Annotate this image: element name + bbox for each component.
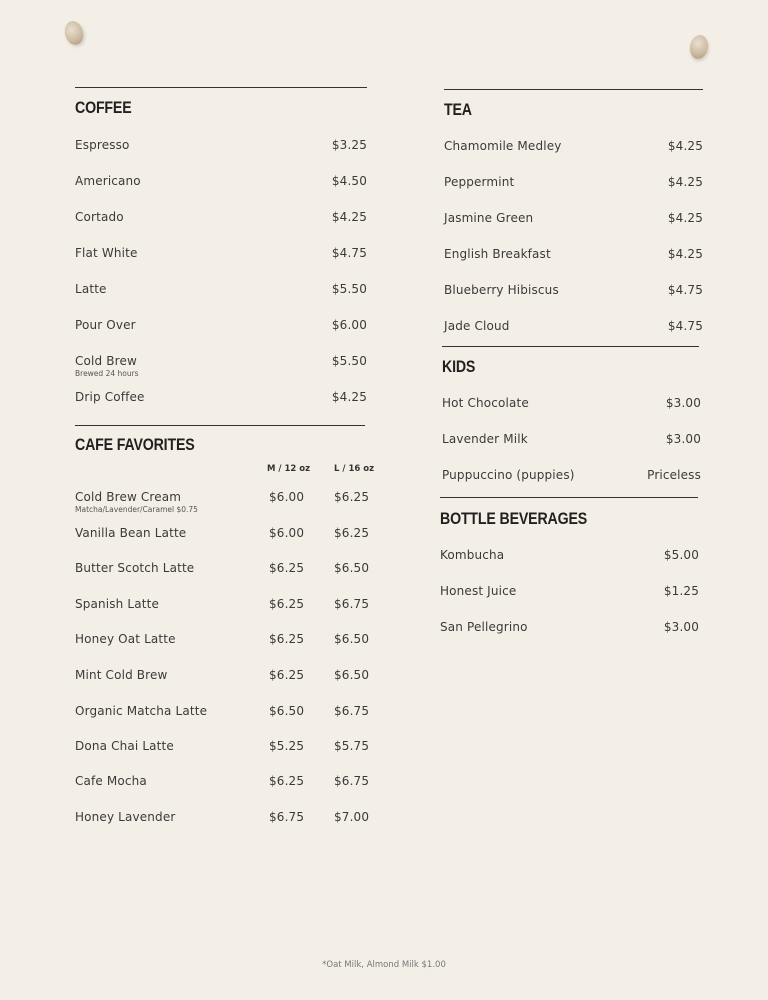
kids-heading: KIDS <box>442 358 476 376</box>
item-price: $4.50 <box>331 174 367 188</box>
item-price-large: $6.75 <box>334 774 370 788</box>
item-price-large: $6.50 <box>334 561 370 575</box>
item-name: Spanish Latte <box>75 597 159 611</box>
item-name: Mint Cold Brew <box>75 668 168 682</box>
size-medium-header: M / 12 oz <box>267 464 311 474</box>
tea-section <box>444 89 703 339</box>
item-price-large: $5.75 <box>334 739 370 753</box>
menu-item <box>444 211 703 231</box>
menu-item <box>75 246 367 266</box>
item-price-large: $6.25 <box>334 526 370 540</box>
item-price: $3.25 <box>331 138 367 152</box>
item-price-medium: $6.25 <box>269 774 305 788</box>
item-price: $5.50 <box>331 282 367 296</box>
cafe-favorites-section <box>75 425 375 835</box>
menu-item <box>75 810 370 830</box>
item-name: Jade Cloud <box>444 319 510 333</box>
item-price: $4.75 <box>667 319 703 333</box>
item-name: Espresso <box>75 138 130 152</box>
size-large-header: L / 16 oz <box>334 464 375 474</box>
bottle-beverages-heading: BOTTLE BEVERAGES <box>440 510 588 528</box>
menu-item <box>75 774 370 794</box>
menu-item <box>444 175 703 195</box>
menu-item <box>442 432 701 452</box>
item-name: Puppuccino (puppies) <box>442 468 575 482</box>
item-price-large: $6.75 <box>334 597 370 611</box>
item-name: Butter Scotch Latte <box>75 561 195 575</box>
item-price: $4.25 <box>331 390 367 404</box>
menu-item <box>444 139 703 159</box>
menu-item <box>75 282 367 302</box>
item-price-medium: $6.25 <box>269 632 305 646</box>
menu-item <box>75 210 367 230</box>
item-price-medium: $6.50 <box>269 704 305 718</box>
item-price: $4.75 <box>331 246 367 260</box>
item-price-medium: $6.25 <box>269 668 305 682</box>
menu-item <box>75 632 370 652</box>
menu-item <box>444 319 703 339</box>
item-name: Honest Juice <box>440 584 517 598</box>
pushpin-icon <box>62 19 86 47</box>
item-price: $3.00 <box>663 620 699 634</box>
item-name: Lavender Milk <box>442 432 528 446</box>
menu-item <box>75 318 367 338</box>
item-price: $4.25 <box>667 211 703 225</box>
item-price-medium: $6.25 <box>269 561 305 575</box>
cafe-favorites-heading: CAFE FAVORITES <box>75 436 195 454</box>
menu-item <box>75 597 370 617</box>
menu-item <box>75 668 370 688</box>
item-price: $1.25 <box>663 584 699 598</box>
item-price: $4.25 <box>331 210 367 224</box>
menu-item <box>75 490 370 514</box>
item-price-medium: $6.25 <box>269 597 305 611</box>
item-price-medium: $6.75 <box>269 810 305 824</box>
tea-heading: TEA <box>444 101 472 119</box>
section-divider <box>440 497 698 498</box>
item-price: $6.00 <box>331 318 367 332</box>
menu-item <box>444 247 703 267</box>
section-divider <box>444 89 703 90</box>
section-divider <box>442 346 699 347</box>
item-price-medium: $6.00 <box>269 526 305 540</box>
item-price-large: $6.25 <box>334 490 370 504</box>
item-name: Blueberry Hibiscus <box>444 283 559 297</box>
coffee-heading: COFFEE <box>75 99 132 117</box>
menu-item <box>75 138 367 158</box>
item-price: $5.00 <box>663 548 699 562</box>
menu-item <box>442 468 701 488</box>
item-price: $3.00 <box>665 432 701 446</box>
item-name: Peppermint <box>444 175 515 189</box>
item-price: $4.25 <box>667 139 703 153</box>
item-name: Chamomile Medley <box>444 139 562 153</box>
item-name: Flat White <box>75 246 138 260</box>
footer-note: *Oat Milk, Almond Milk $1.00 <box>322 960 446 970</box>
item-name: Cold Brew <box>75 354 137 368</box>
item-price-medium: $5.25 <box>269 739 305 753</box>
pushpin-icon <box>688 34 710 61</box>
kids-section <box>442 346 701 486</box>
item-name: Kombucha <box>440 548 505 562</box>
item-price-large: $7.00 <box>334 810 370 824</box>
menu-item <box>440 620 699 640</box>
item-price-large: $6.75 <box>334 704 370 718</box>
item-name: Jasmine Green <box>444 211 534 225</box>
item-price: Priceless <box>647 468 701 482</box>
item-name: Organic Matcha Latte <box>75 704 208 718</box>
menu-item <box>440 584 699 604</box>
item-name: English Breakfast <box>444 247 551 261</box>
item-price: $4.25 <box>667 247 703 261</box>
item-price: $3.00 <box>665 396 701 410</box>
item-note: Brewed 24 hours <box>75 369 139 378</box>
item-name: Hot Chocolate <box>442 396 529 410</box>
coffee-section <box>75 87 367 407</box>
item-name: Dona Chai Latte <box>75 739 174 753</box>
item-price-large: $6.50 <box>334 668 370 682</box>
item-name: Vanilla Bean Latte <box>75 526 187 540</box>
section-divider <box>75 425 365 426</box>
item-name: Honey Lavender <box>75 810 176 824</box>
bottle-beverages-section <box>440 497 699 637</box>
menu-item <box>75 739 370 759</box>
menu-item <box>75 526 370 546</box>
item-name: Cold Brew Cream <box>75 490 182 504</box>
menu-item <box>75 174 367 194</box>
item-price-medium: $6.00 <box>269 490 305 504</box>
item-price: $4.25 <box>667 175 703 189</box>
menu-item <box>75 561 370 581</box>
menu-item <box>75 354 367 378</box>
item-name: Pour Over <box>75 318 136 332</box>
item-name: Cortado <box>75 210 124 224</box>
menu-item <box>75 704 370 724</box>
menu-item <box>75 390 367 410</box>
section-divider <box>75 87 367 88</box>
item-note: Matcha/Lavender/Caramel $0.75 <box>75 505 198 514</box>
item-name: Latte <box>75 282 107 296</box>
item-name: San Pellegrino <box>440 620 528 634</box>
menu-item <box>442 396 701 416</box>
item-name: Americano <box>75 174 141 188</box>
item-name: Drip Coffee <box>75 390 145 404</box>
item-name: Honey Oat Latte <box>75 632 176 646</box>
menu-item <box>440 548 699 568</box>
item-name: Cafe Mocha <box>75 774 147 788</box>
item-price-large: $6.50 <box>334 632 370 646</box>
item-price: $4.75 <box>667 283 703 297</box>
menu-item <box>444 283 703 303</box>
item-price: $5.50 <box>331 354 367 368</box>
